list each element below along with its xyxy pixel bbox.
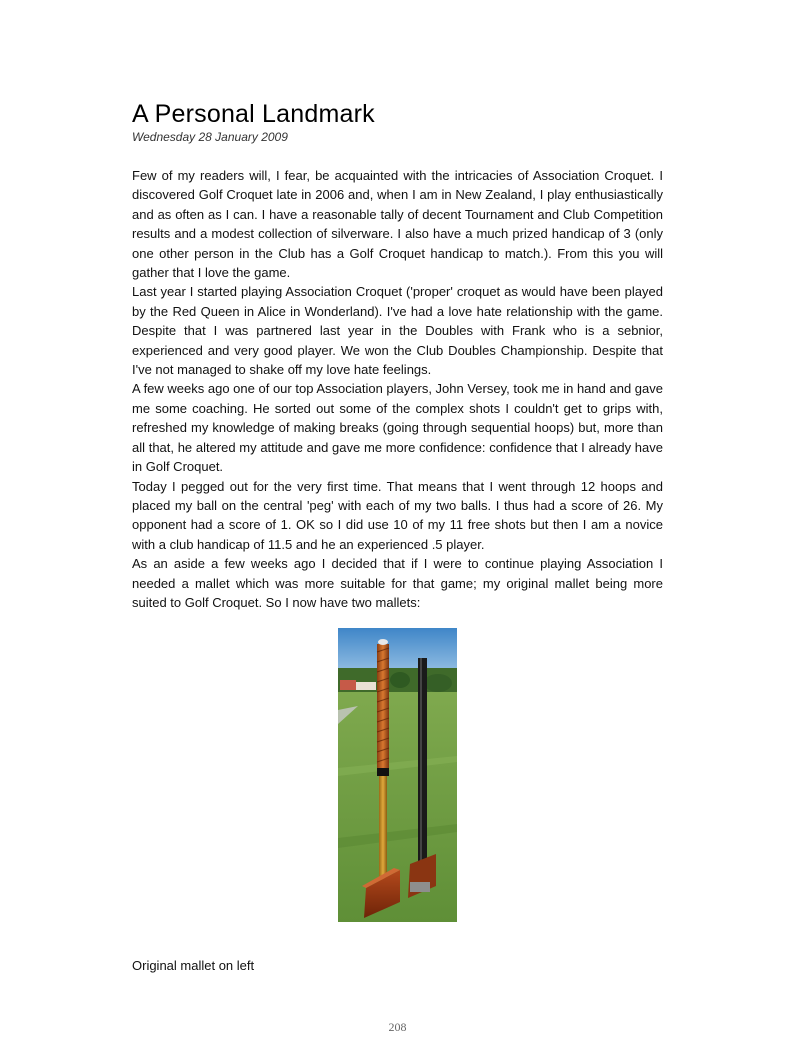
page-number: 208	[388, 1020, 407, 1034]
article-title: A Personal Landmark	[132, 100, 375, 128]
paragraph-1: Few of my readers will, I fear, be acquainted with the intricacies of Association Croquet. I discovered Golf Croquet late in 2006 and, when I am in New Zealand, I play enthusiastically and as often as I can. I have a reasonable tally of decent Tournament and Club Competition results and a modest collection of silverware. I also have a much prized handicap of 3 (only one other person in the Club has a Golf Croquet handicap to match.). From this you will gather that I love the game.	[132, 168, 663, 281]
paragraph-5: As an aside a few weeks ago I decided that if I were to continue playing Association I needed a mallet which was more suitable for that game; my original mallet being more suited to Golf Croquet. So I now have two mallets:	[132, 556, 663, 610]
original-mallet-grip	[377, 644, 389, 772]
photo-caption: Original mallet on left	[132, 958, 255, 973]
original-mallet-shaft	[379, 776, 387, 886]
paragraph-3: A few weeks ago one of our top Association players, John Versey, took me in hand and gave me some coaching. He sorted out some of the complex shots I couldn't get to grips with, refreshed my knowledge of making breaks (going through sequential hoops) but, more than all that, he altered my attitude and gave me more confidence: confidence that I already have in Golf Croquet.	[132, 381, 663, 475]
paragraph-2: Last year I started playing Association Croquet ('proper' croquet as would have been played by the Red Queen in Alice in Wonderland). I've had a love hate relationship with the game. Despite that I was partnered last year in the Doubles with Frank who is a sebnior, experienced and very good player. We won the Club Doubles Championship. Despite that I've not managed to shake off my love hate feelings.	[132, 284, 663, 378]
new-mallet-shaft	[418, 658, 427, 868]
paragraph-4: Today I pegged out for the very first time. That means that I went through 12 hoops and placed my ball on the central 'peg' with each of my two balls. I thus had a score of 26. My opponent had a score of 1. OK so I did use 10 of my 11 free shots but then I am a novice with a club handicap of 11.5 and he an experienced .5 player.	[132, 478, 663, 552]
article-body	[132, 166, 663, 612]
article-date: Wednesday 28 January 2009	[132, 130, 288, 144]
article	[132, 98, 663, 612]
mallets-photo	[338, 628, 457, 922]
